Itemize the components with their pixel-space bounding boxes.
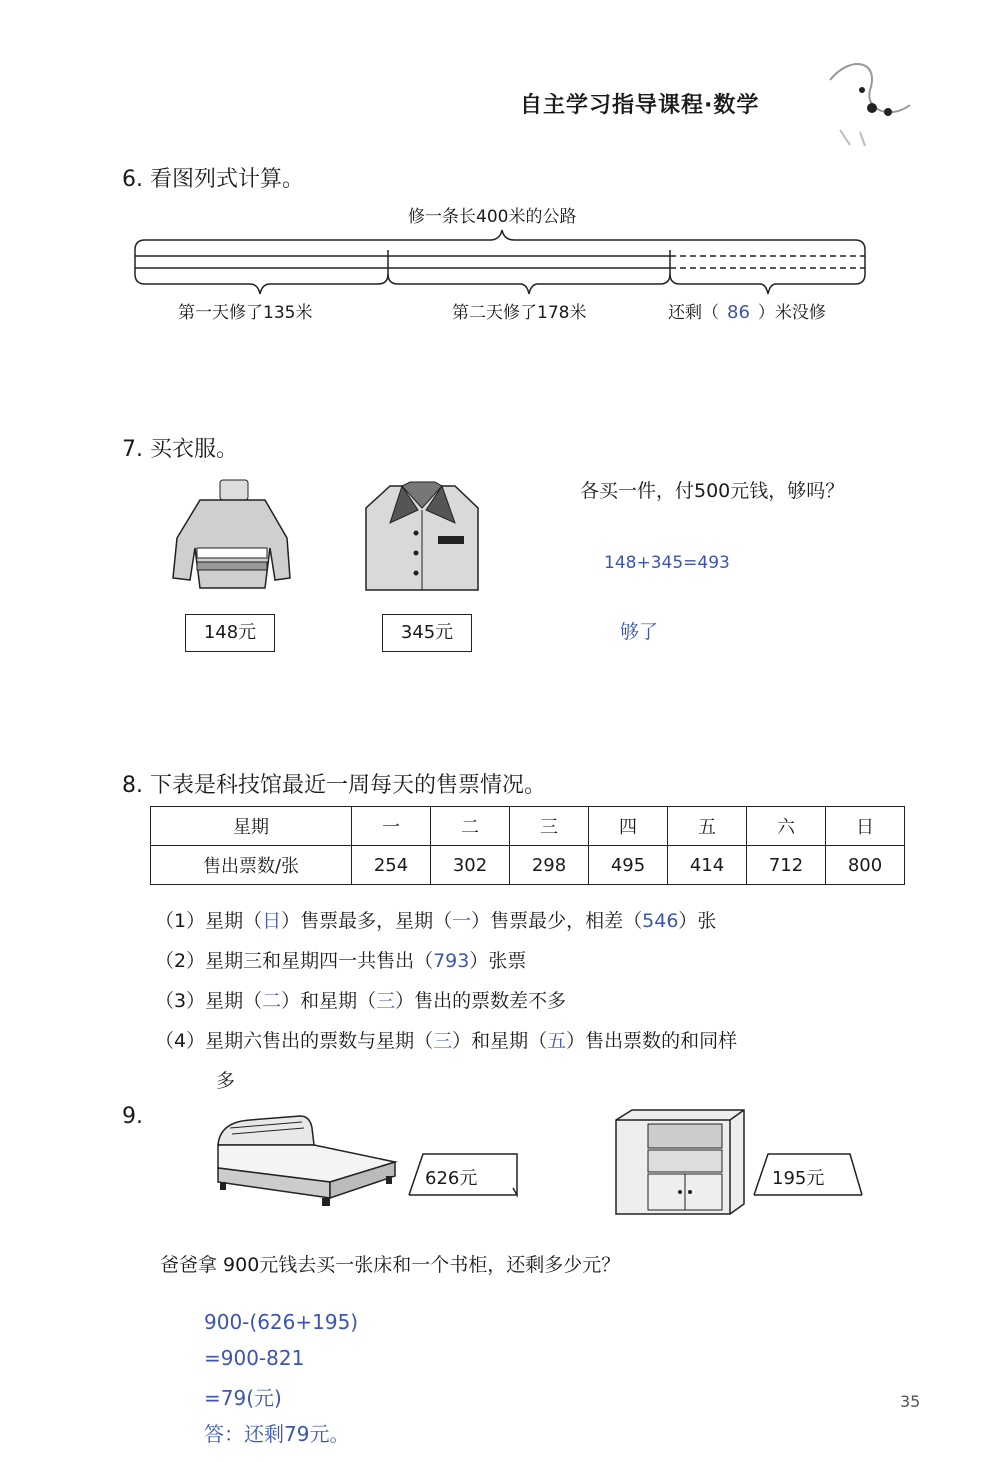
q8-sub4-cont: 多	[216, 1070, 236, 1092]
q9-calc-line3: =79(元)	[204, 1386, 282, 1410]
bookcase-image	[612, 1108, 747, 1216]
q7-answer-calc: 148+345=493	[604, 553, 730, 573]
table-day-cell: 一	[352, 807, 431, 846]
table-value-cell: 254	[352, 846, 431, 885]
q7-question: 各买一件，付500元钱，够吗？	[580, 480, 845, 502]
table-day-cell: 日	[826, 807, 905, 846]
table-value-cell: 302	[431, 846, 510, 885]
q6-seg2-label: 第二天修了178米	[452, 303, 587, 323]
q6-total-label: 修一条长400米的公路	[408, 207, 577, 227]
table-day-cell: 六	[747, 807, 826, 846]
table-value-cell: 298	[510, 846, 589, 885]
q9-answer: 答：还剩79元。	[204, 1422, 350, 1446]
q6-seg3-label: 还剩（ 86 ）米没修	[668, 302, 826, 323]
table-value-cell: 495	[589, 846, 668, 885]
sweater-price: 148元	[185, 614, 275, 652]
header-decoration-icon	[810, 50, 920, 150]
table-header-cell: 星期	[151, 807, 352, 846]
table-value-cell: 414	[668, 846, 747, 885]
q6-answer: 86	[727, 302, 750, 323]
q9-title: 9.	[122, 1104, 143, 1129]
q6-road-diagram	[130, 228, 870, 298]
table-day-cell: 二	[431, 807, 510, 846]
shirt-price: 345元	[382, 614, 472, 652]
q8-sub2: （2）星期三和星期四一共售出（793）张票	[155, 950, 527, 972]
table-row	[151, 807, 905, 846]
bed-price: 626元	[425, 1168, 478, 1189]
table-value-cell: 712	[747, 846, 826, 885]
table-value-cell: 800	[826, 846, 905, 885]
q7-answer-text: 够了	[620, 621, 659, 643]
sweater-image	[165, 478, 295, 598]
q7-title: 7. 买衣服。	[122, 437, 238, 462]
q8-sub1: （1）星期（日）售票最多，星期（一）售票最少，相差（546）张	[155, 910, 717, 932]
table-row	[151, 846, 905, 885]
q8-sub4: （4）星期六售出的票数与星期（三）和星期（五）售出票数的和同样	[155, 1030, 738, 1052]
shirt-image	[360, 478, 485, 598]
q9-calc-line2: =900-821	[204, 1346, 305, 1370]
bed-image	[210, 1110, 400, 1210]
q6-seg1-label: 第一天修了135米	[178, 303, 313, 323]
header-title: 自主学习指导课程·数学	[520, 93, 760, 118]
q8-title: 8. 下表是科技馆最近一周每天的售票情况。	[122, 773, 546, 798]
ticket-table	[150, 806, 905, 885]
q9-question: 爸爸拿 900元钱去买一张床和一个书柜，还剩多少元？	[160, 1254, 621, 1276]
table-day-cell: 四	[589, 807, 668, 846]
q6-title: 6. 看图列式计算。	[122, 167, 304, 192]
table-day-cell: 五	[668, 807, 747, 846]
q8-sub3: （3）星期（二）和星期（三）售出的票数差不多	[155, 990, 567, 1012]
table-day-cell: 三	[510, 807, 589, 846]
table-row-label: 售出票数/张	[151, 846, 352, 885]
page-number: 35	[900, 1392, 921, 1411]
q9-calc-line1: 900-(626+195)	[204, 1310, 359, 1334]
bookcase-price: 195元	[772, 1168, 825, 1189]
